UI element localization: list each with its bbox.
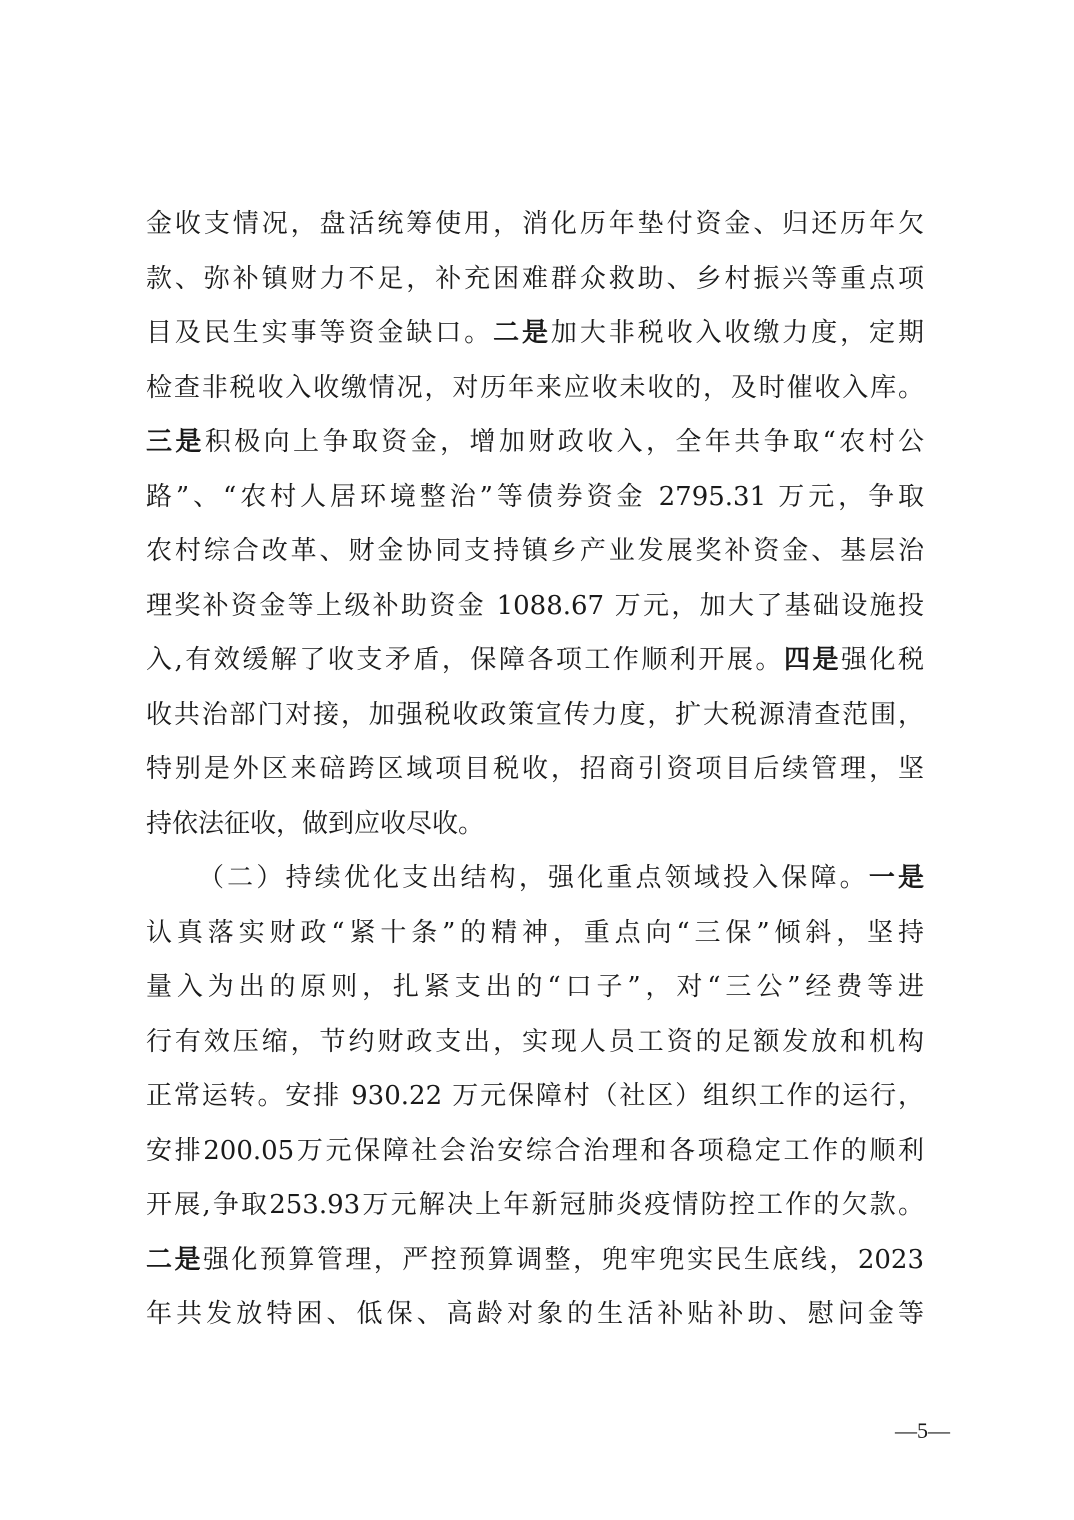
text-segment: 强化预算管理，严控预算调整，兜牢兜实民生底线，2023 <box>202 1244 924 1275</box>
text-line <box>146 742 924 797</box>
text-segment: 量入为出的原则，扎紧支出的“口子”，对“三公”经费等进 <box>146 972 924 1002</box>
text-line <box>146 1124 924 1179</box>
text-line <box>146 688 924 743</box>
text-segment: 认真落实财政“紧十条”的精神，重点向“三保”倾斜，坚持 <box>146 917 924 948</box>
text-segment: 开展,争取253.93万元解决上年新冠肺炎疫情防控工作的欠款。 <box>146 1190 924 1220</box>
bold-keyword: 四是 <box>783 645 841 675</box>
text-segment: 安排200.05万元保障社会治安综合治理和各项稳定工作的顺利 <box>146 1135 924 1166</box>
text-line <box>146 470 924 525</box>
text-segment: 强化税 <box>840 645 924 675</box>
text-segment: 年共发放特困、低保、高龄对象的生活补贴补助、慰问金等 <box>146 1299 924 1329</box>
text-segment: 款、弥补镇财力不足，补充困难群众救助、乡村振兴等重点项 <box>146 263 924 294</box>
section-heading: （二）持续优化支出结构，强化重点领域投入保障。 <box>198 863 869 893</box>
text-line <box>146 252 924 307</box>
text-line <box>146 361 924 416</box>
text-line <box>146 415 924 470</box>
section-heading-line <box>146 851 924 906</box>
text-line <box>146 1287 924 1342</box>
text-line <box>146 1233 924 1288</box>
text-segment: 目及民生实事等资金缺口。 <box>146 318 494 348</box>
page-number: —5— <box>895 1418 950 1443</box>
text-segment: 积极向上争取资金，增加财政收入，全年共争取“农村公 <box>204 427 924 457</box>
text-line <box>146 1069 924 1124</box>
text-segment: 理奖补资金等上级补助资金 1088.67 万元，加大了基础设施投 <box>146 590 924 621</box>
text-segment: 加大非税收入收缴力度，定期 <box>550 318 924 348</box>
text-segment: 行有效压缩，节约财政支出，实现人员工资的足额发放和机构 <box>146 1026 924 1057</box>
text-line <box>146 1178 924 1233</box>
text-segment: 入,有效缓解了收支矛盾，保障各项工作顺利开展。 <box>146 645 784 675</box>
bold-keyword: 一是 <box>868 863 924 893</box>
text-segment: 特别是外区来碚跨区域项目税收，招商引资项目后续管理，坚 <box>146 754 924 784</box>
text-line <box>146 960 924 1015</box>
text-segment: 路”、“农村人居环境整治”等债券资金 2795.31 万元，争取 <box>146 481 924 512</box>
text-line <box>146 633 924 688</box>
bold-keyword: 三是 <box>146 427 205 457</box>
text-line <box>146 579 924 634</box>
text-line <box>146 306 924 361</box>
text-segment: 农村综合改革、财金协同支持镇乡产业发展奖补资金、基层治 <box>146 536 924 566</box>
text-segment: 检查非税收入收缴情况，对历年来应收未收的，及时催收入库。 <box>146 372 924 403</box>
text-segment: 金收支情况，盘活统筹使用，消化历年垫付资金、归还历年欠 <box>146 209 924 239</box>
bold-keyword: 二是 <box>146 1244 203 1275</box>
text-line <box>146 197 924 252</box>
text-segment: 持依法征收，做到应收尽收。 <box>146 808 485 839</box>
bold-keyword: 二是 <box>493 318 551 348</box>
text-segment: 收共治部门对接，加强税收政策宣传力度，扩大税源清查范围， <box>146 699 924 730</box>
text-line <box>146 906 924 961</box>
text-line <box>146 797 924 852</box>
text-segment: 正常运转。安排 930.22 万元保障村（社区）组织工作的运行， <box>146 1081 924 1111</box>
text-line <box>146 524 924 579</box>
body-text <box>146 197 924 1342</box>
text-line <box>146 1015 924 1070</box>
